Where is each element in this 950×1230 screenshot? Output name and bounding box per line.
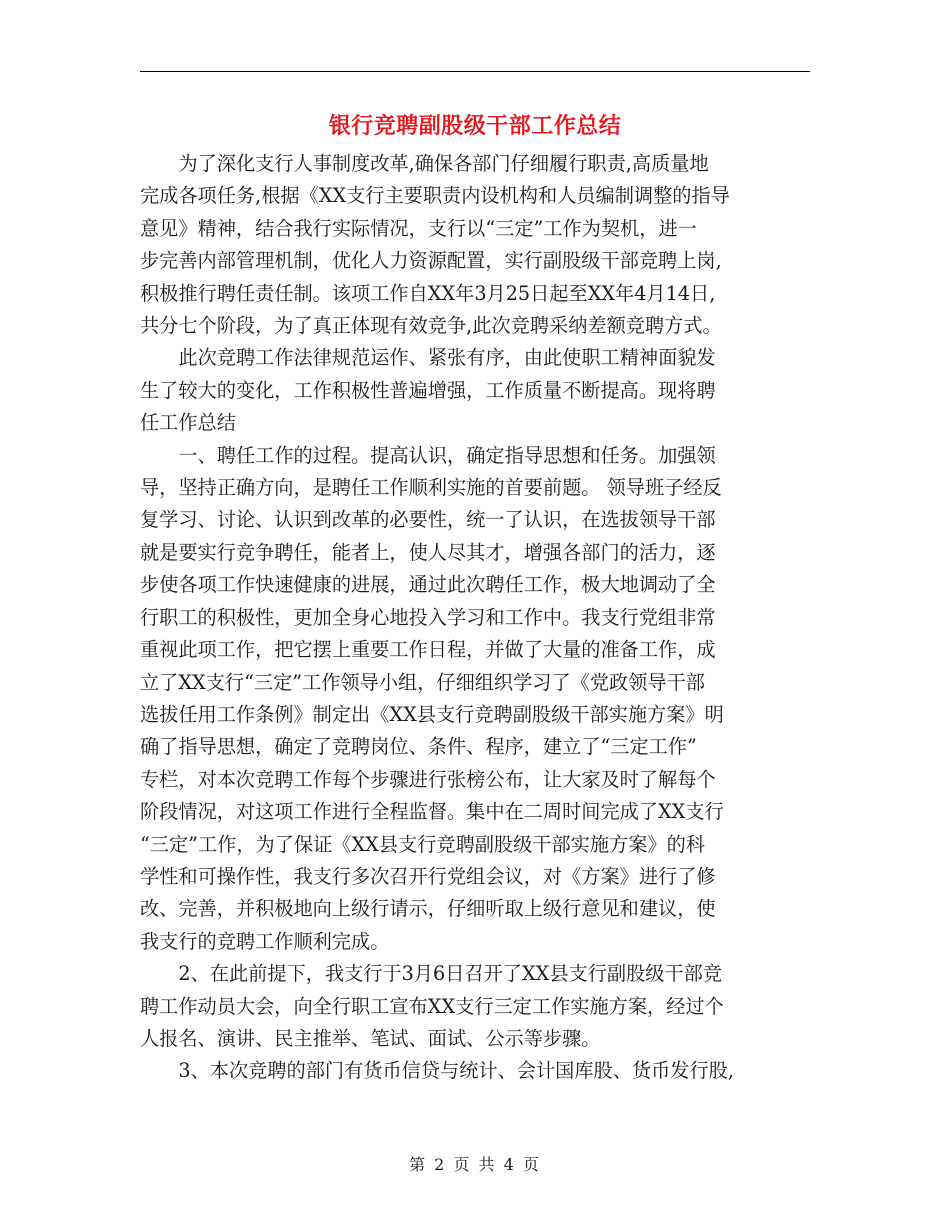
text-line: 立了XX支行“三定”工作领导小组，仔细组织学习了《党政领导干部: [140, 670, 705, 694]
text-line: 任工作总结: [140, 411, 236, 435]
text-line: 2、在此前提下，我支行于3月6日召开了XX县支行副股级干部竞: [178, 962, 723, 986]
text-line: 我支行的竞聘工作顺利完成。: [140, 929, 390, 953]
paragraph-summary: [140, 342, 812, 439]
paragraph-section-one: [140, 440, 812, 959]
text-line: 导，坚持正确方向，是聘任工作顺利实施的首要前题。 领导班子经反: [140, 476, 722, 500]
page-number-footer: 第 2 页 共 4 页: [409, 1155, 541, 1174]
text-line: 聘工作动员大会，向全行职工宣布XX支行三定工作实施方案，经过个: [140, 994, 724, 1018]
text-line: 学性和可操作性，我支行多次召开行党组会议，对《方案》进行了修: [140, 864, 716, 888]
text-line: 生了较大的变化，工作积极性普遍增强，工作质量不断提高。现将聘: [140, 378, 716, 402]
text-line: 一、聘任工作的过程。提高认识，确定指导思想和任务。加强领: [178, 443, 716, 467]
text-line: 复学习、讨论、认识到改革的必要性，统一了认识，在选拔领导干部: [140, 508, 716, 532]
text-line: 步完善内部管理机制，优化人力资源配置，实行副股级干部竞聘上岗,: [140, 249, 722, 273]
text-line: 积极推行聘任责任制。该项工作自XX年3月25日起至XX年4月14日,: [140, 281, 716, 305]
text-line: 专栏，对本次竞聘工作每个步骤进行张榜公布，让大家及时了解每个: [140, 767, 716, 791]
text-line: 阶段情况，对这项工作进行全程监督。集中在二周时间完成了XX支行: [140, 800, 724, 824]
text-line: 行职工的积极性，更加全身心地投入学习和工作中。我支行党组非常: [140, 605, 716, 629]
text-line: 重视此项工作，把它摆上重要工作日程，并做了大量的准备工作，成: [140, 638, 716, 662]
text-line: 改、完善，并积极地向上级行请示，仔细听取上级行意见和建议，使: [140, 897, 716, 921]
paragraph-section-three: [140, 1055, 812, 1087]
text-line: 选拔任用工作条例》制定出《XX县支行竞聘副股级干部实施方案》明: [140, 702, 724, 726]
text-line: 3、本次竞聘的部门有货币信贷与统计、会计国库股、货币发行股,: [178, 1059, 734, 1083]
paragraph-intro: [140, 148, 812, 342]
text-line: 步使各项工作快速健康的进展，通过此次聘任工作，极大地调动了全: [140, 573, 716, 597]
text-line: “三定”工作，为了保证《XX县支行竞聘副股级干部实施方案》的科: [140, 832, 705, 856]
text-line: 就是要实行竞争聘任，能者上，使人尽其才，增强各部门的活力，逐: [140, 540, 716, 564]
header-rule: [140, 71, 810, 72]
text-line: 完成各项任务,根据《XX支行主要职责内设机构和人员编制调整的指导: [140, 184, 730, 208]
text-line: 确了指导思想，确定了竞聘岗位、条件、程序，建立了“三定工作”: [140, 735, 697, 759]
text-line: 为了深化支行人事制度改革,确保各部门仔细履行职责,高质量地: [178, 152, 709, 175]
document-body: [140, 148, 812, 1088]
text-line: 意见》精神，结合我行实际情况，支行以“三定”工作为契机，进一: [140, 216, 697, 240]
document-title: 银行竞聘副股级干部工作总结: [328, 113, 622, 139]
text-line: 共分七个阶段，为了真正体现有效竞争,此次竞聘采纳差额竞聘方式。: [140, 314, 722, 338]
paragraph-section-two: [140, 958, 812, 1055]
text-line: 此次竞聘工作法律规范运作、紧张有序，由此使职工精神面貌发: [178, 346, 716, 370]
text-line: 人报名、演讲、民主推举、笔试、面试、公示等步骤。: [140, 1026, 601, 1050]
